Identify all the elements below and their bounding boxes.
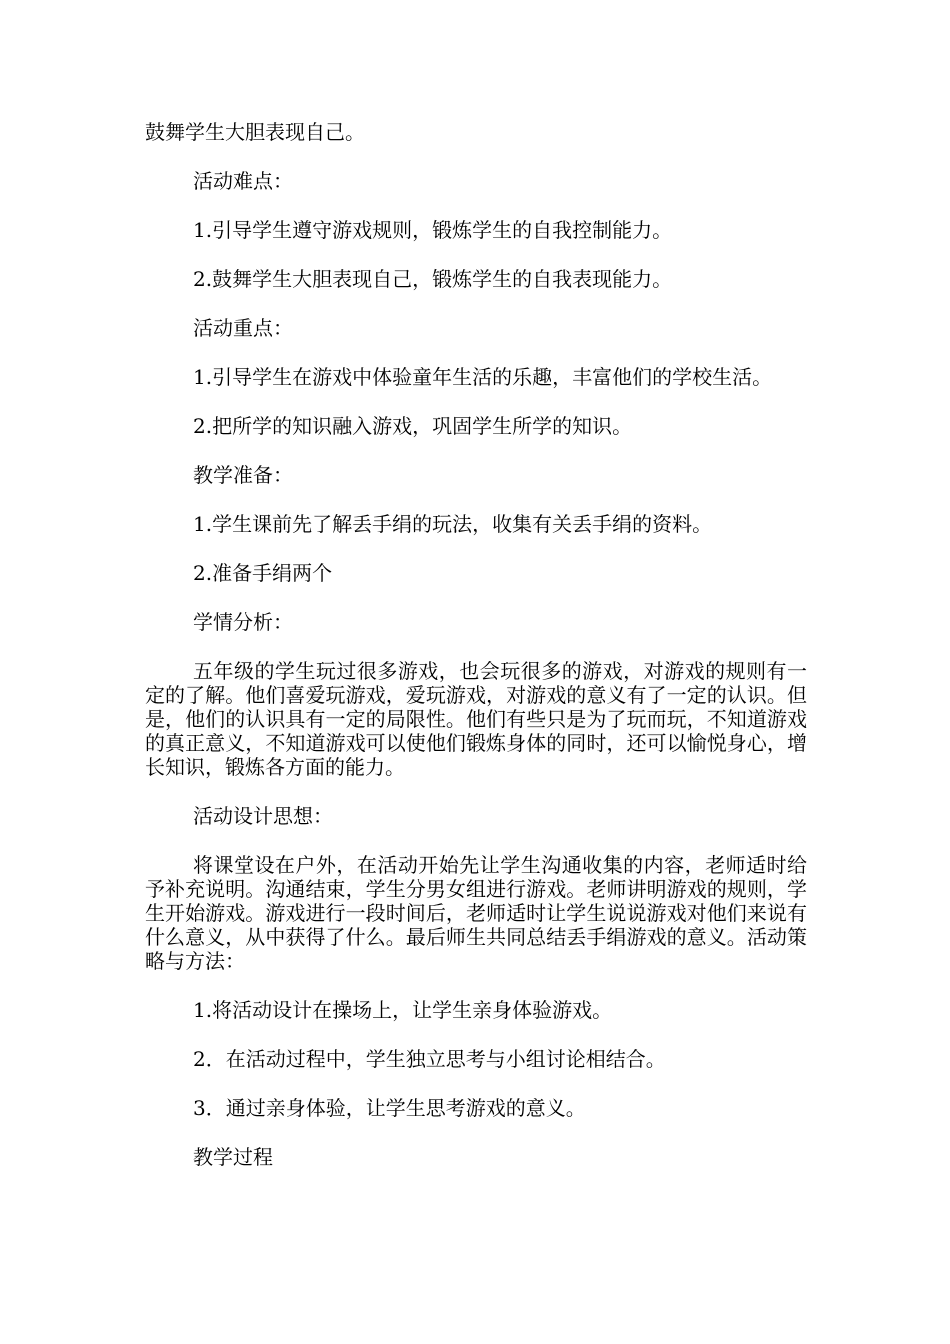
paragraph-difficulty-2: 2.鼓舞学生大胆表现自己，锻炼学生的自我表现能力。 xyxy=(193,267,673,291)
paragraph-preparation-2: 2.准备手绢两个 xyxy=(193,561,333,585)
paragraph-learning-analysis: 五年级的学生玩过很多游戏，也会玩很多的游戏，对游戏的规则有一定的了解。他们喜爱玩游戏，爱玩游戏，对游戏的意义有了一定的认识。但是，他们的认识具有一定的局限性。他们有些只是为了玩而玩，不知道游戏的真正意义，不知道游戏可以使他们锻炼身体的同时，还可以愉悦身心，增长知识，锻炼各方面的能力。 xyxy=(145,659,807,779)
paragraph-intro-continuation: 鼓舞学生大胆表现自己。 xyxy=(145,120,365,144)
paragraph-key-point-2: 2.把所学的知识融入游戏，巩固学生所学的知识。 xyxy=(193,414,633,438)
paragraph-design-idea: 将课堂设在户外，在活动开始先让学生沟通收集的内容，老师适时给予补充说明。沟通结束，学生分男女组进行游戏。老师讲明游戏的规则，学生开始游戏。游戏进行一段时间后，老师适时让学生说说游戏对他们来说有什么意义，从中获得了什么。最后师生共同总结丢手绢游戏的意义。活动策略与方法： xyxy=(145,853,807,973)
paragraph-strategy-1: 1.将活动设计在操场上，让学生亲身体验游戏。 xyxy=(193,998,613,1022)
paragraph-key-point-1: 1.引导学生在游戏中体验童年生活的乐趣，丰富他们的学校生活。 xyxy=(193,365,773,389)
paragraph-strategy-3: 3．通过亲身体验，让学生思考游戏的意义。 xyxy=(193,1096,586,1120)
heading-learning-analysis: 学情分析： xyxy=(193,610,293,634)
heading-teaching-process: 教学过程 xyxy=(193,1145,273,1169)
heading-activity-difficulties: 活动难点： xyxy=(193,169,293,193)
document-body xyxy=(145,120,807,1194)
paragraph-preparation-1: 1.学生课前先了解丢手绢的玩法，收集有关丢手绢的资料。 xyxy=(193,512,713,536)
heading-activity-key-points: 活动重点： xyxy=(193,316,293,340)
heading-design-idea: 活动设计思想： xyxy=(193,804,333,828)
heading-teaching-preparation: 教学准备： xyxy=(193,463,293,487)
paragraph-difficulty-1: 1.引导学生遵守游戏规则，锻炼学生的自我控制能力。 xyxy=(193,218,673,242)
paragraph-strategy-2: 2．在活动过程中，学生独立思考与小组讨论相结合。 xyxy=(193,1047,666,1071)
